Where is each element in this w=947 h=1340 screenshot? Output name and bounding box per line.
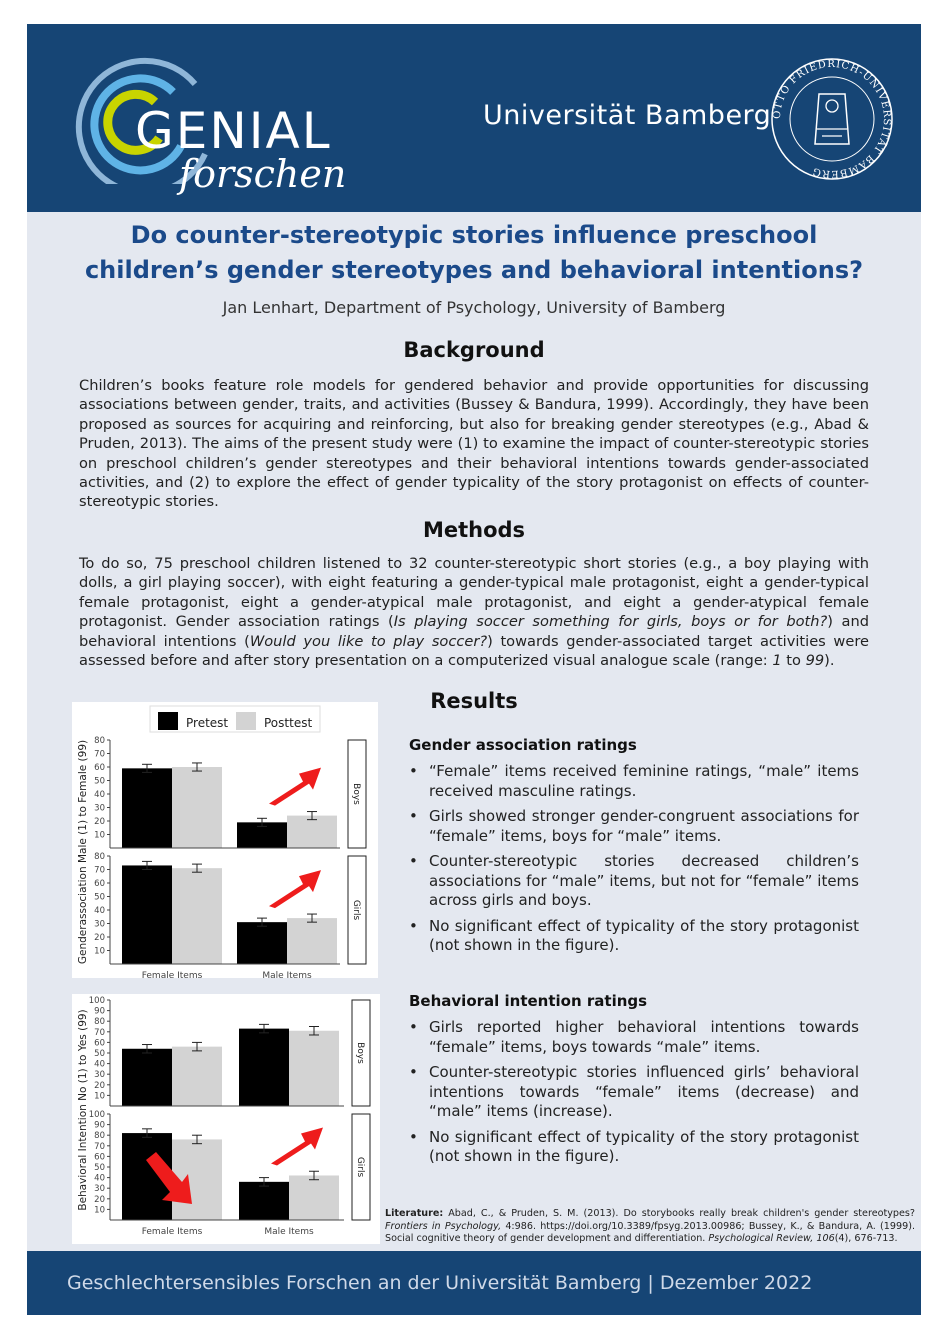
panel-label: Boys: [351, 783, 361, 805]
results-heading: Results: [430, 689, 518, 713]
gender-ratings-heading: Gender association ratings: [409, 736, 637, 754]
bar-posttest: [172, 767, 222, 848]
y-tick-label: 10: [94, 830, 105, 841]
x-tick-label: Female Items: [141, 1227, 203, 1237]
y-tick-label: 40: [94, 906, 105, 916]
y-tick-label: 80: [94, 736, 105, 746]
y-tick-label: 80: [94, 1131, 105, 1142]
bar-posttest: [287, 816, 337, 848]
bar-pretest: [122, 768, 172, 848]
panel-label: Boys: [355, 1042, 365, 1064]
y-tick-label: 20: [94, 933, 105, 943]
university-seal-icon: [767, 54, 897, 184]
y-tick-label: 50: [94, 892, 105, 903]
behavioral-intention-chart: [72, 994, 380, 1244]
arrow-up-icon: [269, 768, 321, 806]
y-tick-label: 40: [94, 1059, 105, 1070]
y-tick-label: 50: [94, 1163, 105, 1173]
y-tick-label: 60: [94, 879, 105, 889]
y-tick-label: 60: [94, 1152, 105, 1163]
y-tick-label: 90: [94, 1006, 105, 1017]
literature-references: Literature: Abad, C., & Pruden, S. M. (2013). Do storybooks really break children's gender stereotypes? Frontiers in Psychology, 4:986. https://doi.org/10.3389/fpsyg.2013.00986; Bussey, K., & Bandura, A. (1999). Social cognitive theory of gender development and differentiation. Psychological Review, 106(4), 676-713.: [385, 1208, 915, 1244]
logo-genial: GENIAL: [135, 102, 332, 160]
gender-ratings-list: [409, 762, 859, 962]
seal-text: OTTO FRIEDRICH-UNIVERSITÄT BAMBERG: [771, 58, 893, 180]
y-tick-label: 20: [94, 817, 105, 827]
bar-pretest: [237, 922, 287, 964]
bar-pretest: [122, 865, 172, 964]
y-tick-label: 70: [94, 1027, 105, 1038]
gender-association-chart-svg: [72, 702, 378, 978]
y-tick-label: 10: [94, 1205, 105, 1216]
y-tick-label: 40: [94, 790, 105, 800]
methods-heading: Methods: [422, 518, 526, 542]
y-tick-label: 10: [94, 946, 105, 957]
y-tick-label: 10: [94, 1091, 105, 1102]
y-tick-label: 70: [94, 865, 105, 876]
bar-pretest: [239, 1182, 289, 1220]
y-tick-label: 60: [94, 763, 105, 773]
y-tick-label: 20: [94, 1080, 105, 1091]
list-item: • Counter-stereotypic stories decreased children’s associations for “male” items, but not for “female” items across girls and boys.: [409, 852, 859, 911]
y-axis-label: Behavioral Intention No (1) to Yes (99): [77, 1009, 89, 1211]
list-item: • Girls reported higher behavioral intentions towards “female” items, boys towards “male” items.: [409, 1018, 859, 1057]
bar-pretest: [239, 1029, 289, 1106]
poster: [27, 24, 921, 1315]
arrow-up-icon: [269, 870, 321, 908]
y-tick-label: 100: [88, 1110, 105, 1120]
bar-posttest: [172, 868, 222, 964]
gender-association-chart: [72, 702, 378, 978]
behavioral-intention-chart-svg: [72, 994, 380, 1244]
bar-posttest: [287, 918, 337, 964]
background-text: Children’s books feature role models for gendered behavior and provide opportunities for discussing associations between gender, traits, and activities (Bussey & Bandura, 1999). Accordingly, they have been proposed as sources for acquiring and reinforcing, but also for breaking gender stereotypes (e.g., Abad & Pruden, 2013). The aims of the present study were (1) to examine the impact of counter-stereotypic stories on preschool children’s gender stereotypes and their behavioral intentions towards gender-associated activities, and (2) to explore the effect of gender typicality of the story protagonist on effects of counter-stereotypic stories.: [79, 377, 869, 511]
background-heading: Background: [403, 338, 545, 362]
legend-label-pretest: Pretest: [186, 716, 229, 730]
x-tick-label: Female Items: [141, 971, 203, 978]
y-tick-label: 30: [94, 1184, 105, 1195]
y-tick-label: 50: [94, 1049, 105, 1059]
y-tick-label: 70: [94, 749, 105, 760]
legend-swatch-posttest: [236, 712, 256, 730]
behavior-ratings-list: [409, 1018, 859, 1173]
list-item: • Girls showed stronger gender-congruent associations for “female” items, boys for “male” items.: [409, 807, 859, 846]
y-tick-label: 30: [94, 1070, 105, 1081]
logo-forschen: forschen: [179, 152, 347, 196]
behavior-ratings-heading: Behavioral intention ratings: [409, 992, 648, 1010]
y-tick-label: 40: [94, 1173, 105, 1184]
legend-label-posttest: Posttest: [264, 716, 313, 730]
y-tick-label: 20: [94, 1194, 105, 1205]
list-item: • No significant effect of typicality of the story protagonist (not shown in the figure).: [409, 917, 859, 956]
footer-banner: Geschlechtersensibles Forschen an der Universität Bamberg | Dezember 2022: [27, 1251, 921, 1315]
methods-text: To do so, 75 preschool children listened to 32 counter-stereotypic short stories (e.g., a boy playing with dolls, a girl playing soccer), with eight featuring a gender-typical male protagonist, eight a gender-typical female protagonist, eight a gender-atypical male protagonist, and eight a gender-atypical female protagonist. Gender association ratings (Is playing soccer something for girls, boys or for both?) and behavioral intentions (Would you like to play soccer?) towards gender-associated target activities were assessed before and after story presentation on a computerized visual analogue scale (range: 1 to 99).: [79, 555, 869, 670]
panel-label: Girls: [355, 1156, 365, 1178]
x-tick-label: Male Items: [264, 1227, 314, 1237]
list-item: • No significant effect of typicality of the story protagonist (not shown in the figure).: [409, 1128, 859, 1167]
y-tick-label: 70: [94, 1141, 105, 1152]
arrow-up-icon: [271, 1127, 323, 1165]
y-tick-label: 100: [88, 996, 105, 1006]
y-tick-label: 50: [94, 776, 105, 787]
list-item: • “Female” items received feminine ratings, “male” items received masculine ratings.: [409, 762, 859, 801]
y-tick-label: 60: [94, 1038, 105, 1049]
y-tick-label: 30: [94, 919, 105, 930]
bar-posttest: [289, 1031, 339, 1106]
y-tick-label: 30: [94, 803, 105, 814]
panel-label: Girls: [351, 899, 361, 921]
author-line: Jan Lenhart, Department of Psychology, University of Bamberg: [222, 298, 726, 317]
y-tick-label: 80: [94, 1017, 105, 1028]
university-name: Universität Bamberg: [483, 100, 772, 131]
y-tick-label: 80: [94, 852, 105, 862]
poster-title: Do counter-stereotypic stories influence preschool children’s gender stereotypes and behavioral intentions?: [84, 221, 864, 284]
bar-pretest: [122, 1049, 172, 1106]
y-axis-label: Genderassociation Male (1) to Female (99): [77, 739, 89, 965]
header-banner: [27, 24, 921, 212]
legend-swatch-pretest: [158, 712, 178, 730]
x-tick-label: Male Items: [262, 971, 312, 978]
bar-posttest: [289, 1175, 339, 1220]
y-tick-label: 90: [94, 1120, 105, 1131]
bar-posttest: [172, 1047, 222, 1106]
list-item: • Counter-stereotypic stories influenced girls’ behavioral intentions towards “female” items (decrease) and “male” items (increase).: [409, 1063, 859, 1122]
